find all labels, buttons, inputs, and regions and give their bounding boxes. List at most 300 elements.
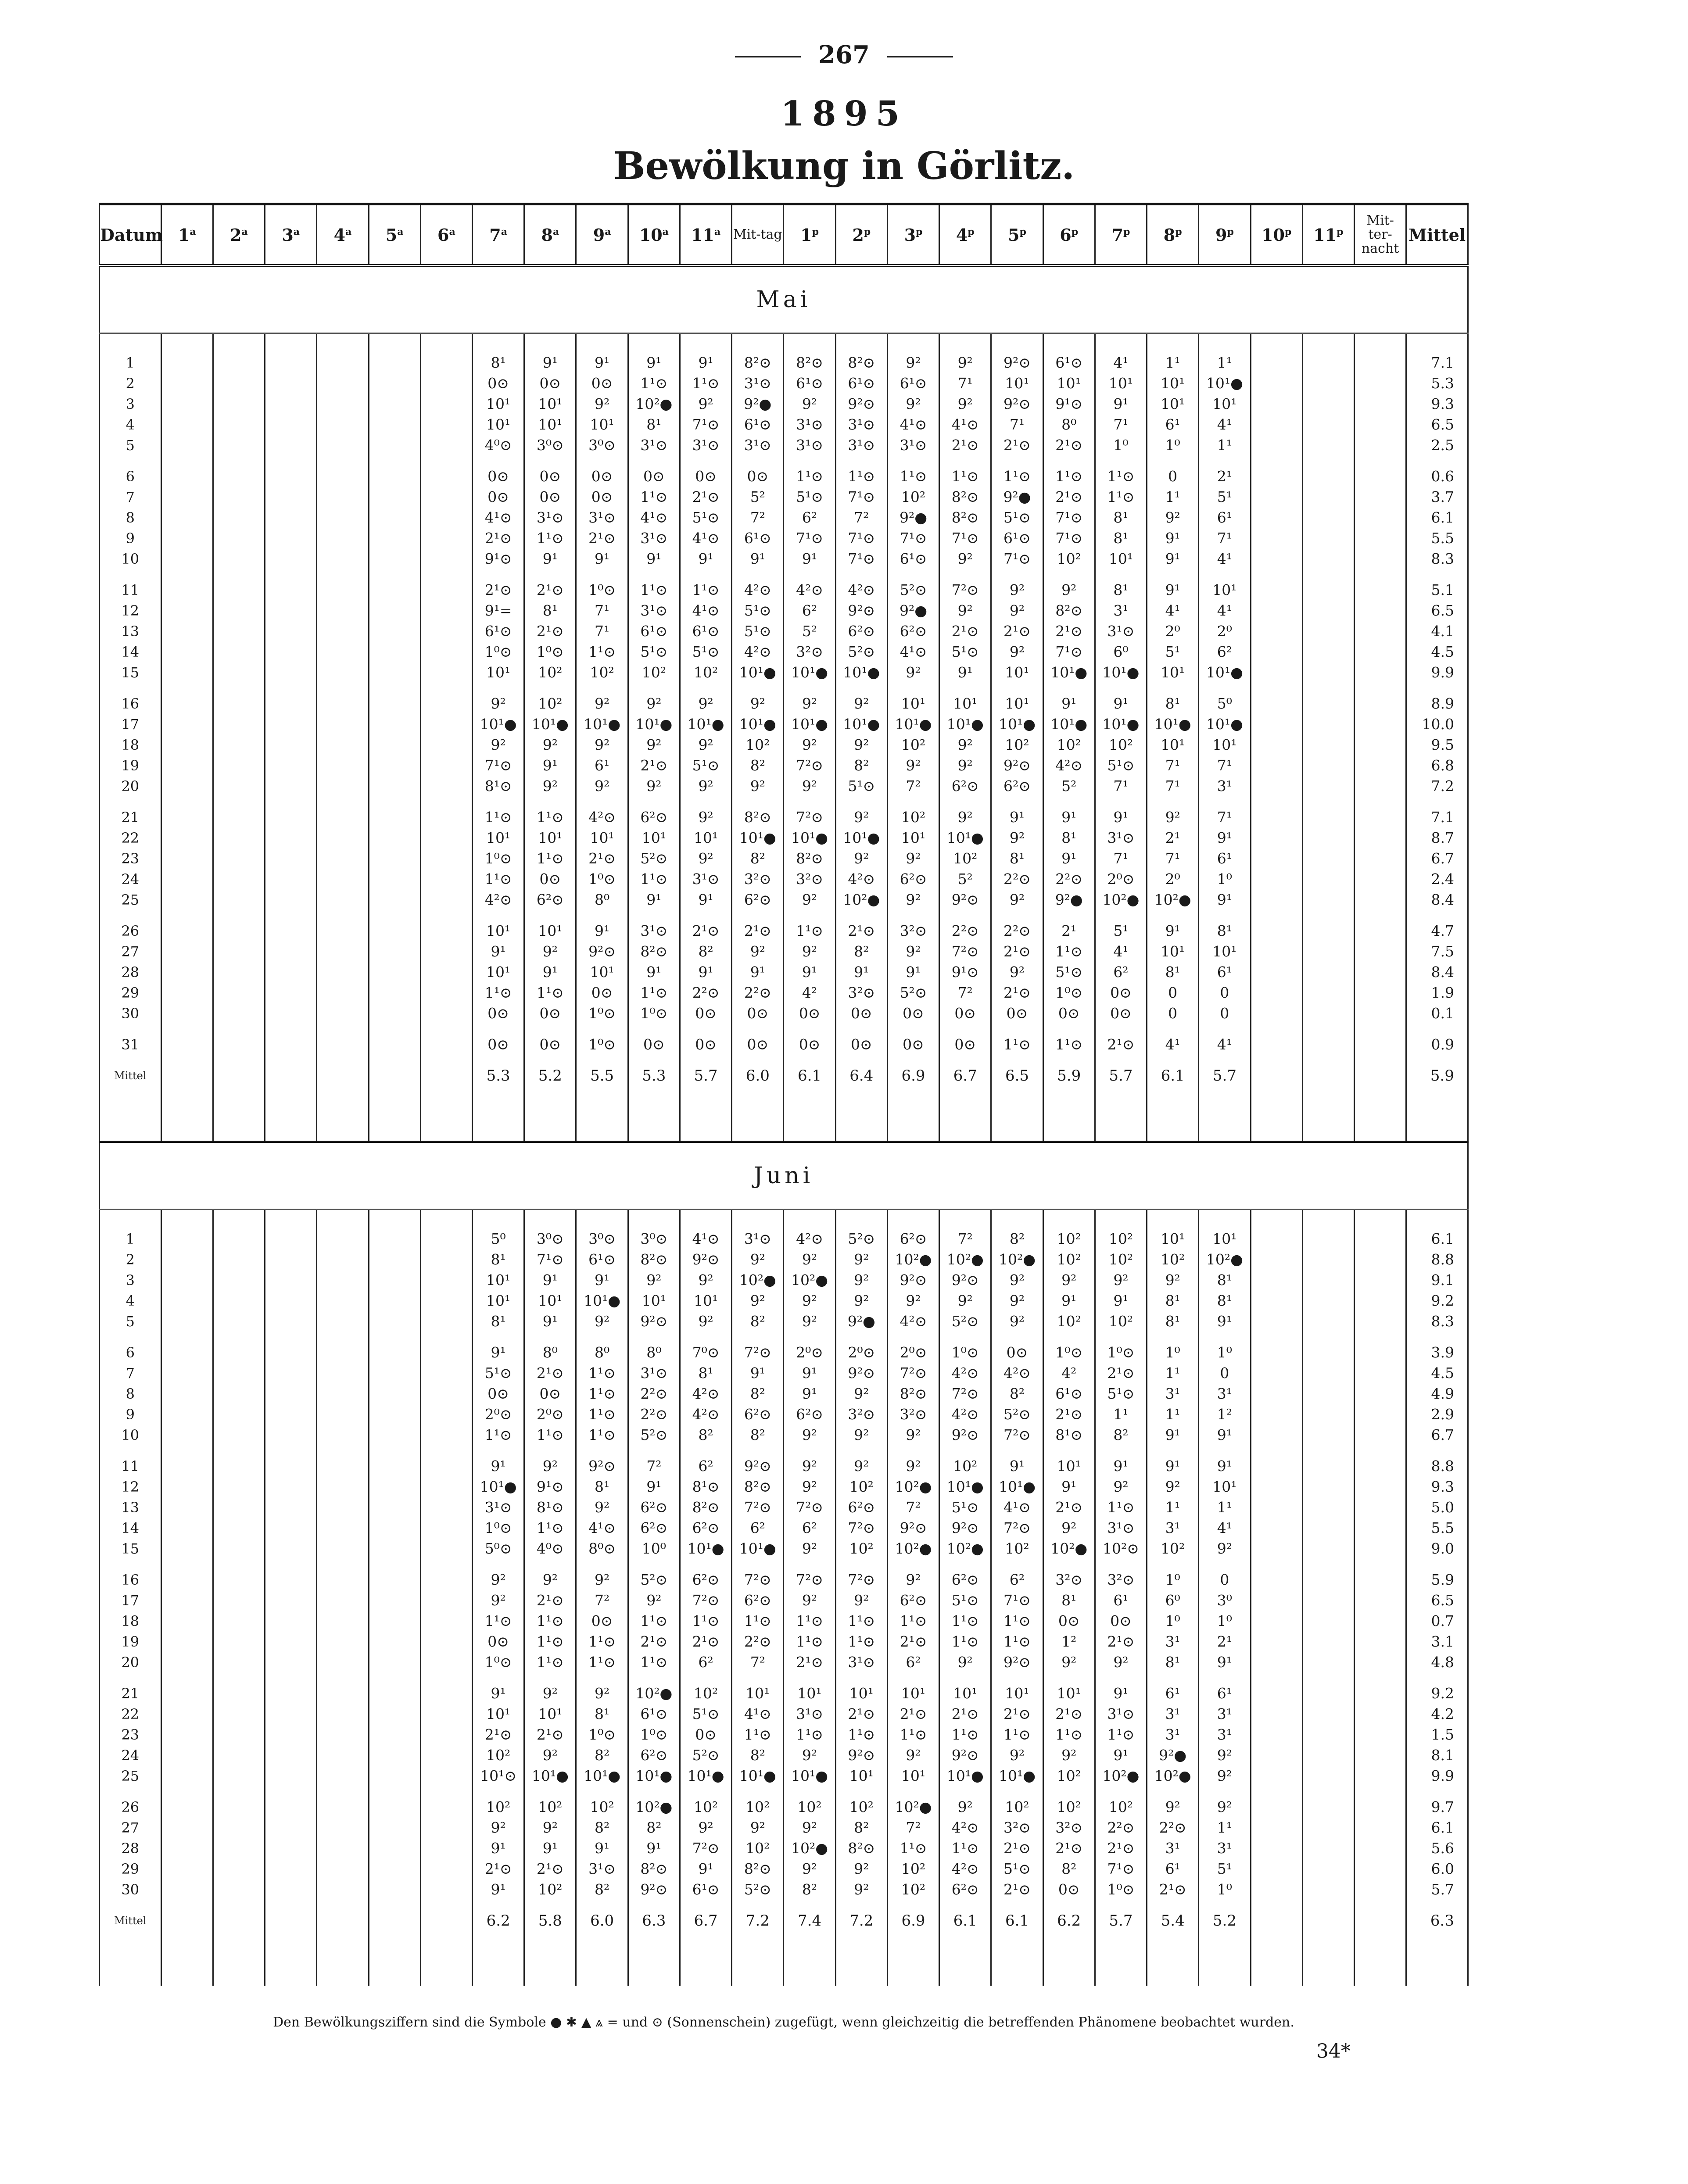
cloud-value-cell: 10¹ xyxy=(1199,1228,1251,1249)
empty-cell xyxy=(1355,1858,1406,1879)
cloud-value-cell: 10¹● xyxy=(732,662,784,683)
cloud-value-cell: 3¹⊙ xyxy=(1095,1704,1147,1724)
cloud-value-cell: 0⊙ xyxy=(473,466,524,487)
empty-cell xyxy=(991,569,1043,580)
empty-cell xyxy=(369,683,420,693)
empty-cell xyxy=(1251,807,1302,827)
date-cell: 18 xyxy=(100,1611,161,1631)
empty-cell xyxy=(1251,1003,1302,1024)
empty-cell xyxy=(1406,569,1468,580)
empty-cell xyxy=(265,1652,317,1672)
cloud-value-cell: 8² xyxy=(991,1228,1043,1249)
empty-cell xyxy=(473,683,524,693)
cloud-value-cell: 8⁰ xyxy=(1043,414,1095,435)
empty-cell xyxy=(1406,1942,1468,1986)
empty-cell xyxy=(213,641,265,662)
empty-cell xyxy=(369,848,420,869)
empty-cell xyxy=(317,941,369,962)
date-cell: 22 xyxy=(100,827,161,848)
date-cell: 1 xyxy=(100,1228,161,1249)
cloud-value-cell: 6²⊙ xyxy=(680,1518,731,1538)
daily-mean-cell: 6.7 xyxy=(1406,1425,1468,1445)
empty-cell xyxy=(628,1210,680,1229)
spacer-row xyxy=(100,1445,1468,1456)
cloud-value-cell: 1¹⊙ xyxy=(576,1383,628,1404)
empty-cell xyxy=(1355,807,1406,827)
cloud-value-cell: 10¹● xyxy=(939,827,991,848)
cloud-value-cell: 3¹⊙ xyxy=(524,507,576,528)
daily-mean-cell: 0.7 xyxy=(1406,1611,1468,1631)
empty-cell xyxy=(1302,1003,1354,1024)
empty-cell xyxy=(420,1476,472,1497)
empty-cell xyxy=(213,683,265,693)
empty-cell xyxy=(680,569,731,580)
cloud-value-cell: 0⊙ xyxy=(576,373,628,394)
cloud-value-cell: 9² xyxy=(784,1249,835,1270)
cloud-value-cell: 1⁰⊙ xyxy=(628,1003,680,1024)
empty-cell xyxy=(369,641,420,662)
empty-cell xyxy=(369,796,420,807)
empty-cell xyxy=(1095,1445,1147,1456)
cloud-value-cell: 8¹ xyxy=(991,848,1043,869)
empty-cell xyxy=(369,1569,420,1590)
table-row xyxy=(100,600,1468,621)
empty-cell xyxy=(939,1942,991,1986)
cloud-value-cell: 1¹⊙ xyxy=(1095,466,1147,487)
cloud-value-cell: 9¹ xyxy=(1095,1683,1147,1704)
empty-cell xyxy=(576,1332,628,1342)
cloud-value-cell: 2⁰ xyxy=(1147,621,1199,641)
empty-cell xyxy=(213,1942,265,1986)
cloud-value-cell: 9² xyxy=(835,1858,887,1879)
cloud-value-cell: 1¹⊙ xyxy=(732,1611,784,1631)
date-cell: 28 xyxy=(100,962,161,982)
empty-cell xyxy=(265,1704,317,1724)
cloud-value-cell: 1¹⊙ xyxy=(628,869,680,889)
cloud-value-cell: 3⁰⊙ xyxy=(524,1228,576,1249)
empty-cell xyxy=(576,1942,628,1986)
empty-cell xyxy=(369,734,420,755)
table-row xyxy=(100,641,1468,662)
empty-cell xyxy=(1355,796,1406,807)
empty-cell xyxy=(265,1817,317,1838)
cloud-value-cell: 2⁰⊙ xyxy=(524,1404,576,1425)
cloud-value-cell: 10¹ xyxy=(1147,662,1199,683)
cloud-value-cell: 9² xyxy=(784,1745,835,1765)
empty-cell xyxy=(265,528,317,548)
empty-cell xyxy=(524,1332,576,1342)
empty-cell xyxy=(1251,1383,1302,1404)
column-header-label: 11 xyxy=(691,225,714,245)
daily-mean-cell: 6.5 xyxy=(1406,1590,1468,1611)
date-cell: 12 xyxy=(100,1476,161,1497)
date-cell: 27 xyxy=(100,1817,161,1838)
empty-cell xyxy=(420,352,472,373)
empty-cell xyxy=(369,1456,420,1476)
empty-cell xyxy=(524,455,576,466)
cloud-value-cell: 5¹⊙ xyxy=(680,507,731,528)
empty-cell xyxy=(161,848,213,869)
cloud-value-cell: 4¹⊙ xyxy=(680,528,731,548)
cloud-value-cell: 6.1 xyxy=(939,1900,991,1942)
cloud-value-cell: 9² xyxy=(784,1817,835,1838)
cloud-value-cell: 3¹ xyxy=(1095,600,1147,621)
cloud-value-cell: 9² xyxy=(732,1290,784,1311)
date-cell: 25 xyxy=(100,889,161,910)
daily-mean-cell: 0.6 xyxy=(1406,466,1468,487)
cloud-value-cell: 1⁰⊙ xyxy=(576,1003,628,1024)
cloud-value-cell: 0⊙ xyxy=(524,1383,576,1404)
cloud-value-cell: 10¹ xyxy=(732,1683,784,1704)
cloud-value-cell: 8⁰ xyxy=(524,1342,576,1363)
empty-cell xyxy=(473,333,524,353)
empty-cell xyxy=(369,1097,420,1142)
cloud-value-cell: 5² xyxy=(732,487,784,507)
empty-cell xyxy=(369,1704,420,1724)
cloud-value-cell: 7²⊙ xyxy=(835,1569,887,1590)
empty-cell xyxy=(1355,548,1406,569)
cloud-value-cell: 10² xyxy=(1095,734,1147,755)
empty-cell xyxy=(1355,962,1406,982)
cloud-value-cell: 2¹⊙ xyxy=(680,1631,731,1652)
empty-cell xyxy=(213,962,265,982)
table-row xyxy=(100,1311,1468,1332)
cloud-value-cell: 6.9 xyxy=(887,1055,939,1097)
empty-cell xyxy=(887,333,939,353)
cloud-value-cell: 3¹⊙ xyxy=(732,435,784,455)
empty-cell xyxy=(1355,683,1406,693)
cloud-value-cell: 6.5 xyxy=(991,1055,1043,1097)
empty-cell xyxy=(1355,1097,1406,1142)
empty-cell xyxy=(420,1270,472,1290)
cloud-value-cell: 9²⊙ xyxy=(991,394,1043,414)
table-row xyxy=(100,487,1468,507)
column-header-suffix: p xyxy=(1175,226,1182,237)
cloud-value-cell: 9¹ xyxy=(1147,580,1199,600)
cloud-value-cell: 6² xyxy=(680,1456,731,1476)
empty-cell xyxy=(369,941,420,962)
empty-cell xyxy=(1251,1858,1302,1879)
empty-cell xyxy=(1147,1210,1199,1229)
daily-mean-cell: 9.9 xyxy=(1406,1765,1468,1786)
empty-cell xyxy=(369,1942,420,1986)
cloud-value-cell: 9² xyxy=(1043,1270,1095,1290)
cloud-value-cell: 9² xyxy=(784,734,835,755)
cloud-value-cell: 6¹ xyxy=(576,755,628,776)
cloud-value-cell: 9² xyxy=(1199,1797,1251,1817)
table-row xyxy=(100,1797,1468,1817)
empty-cell xyxy=(576,455,628,466)
empty-cell xyxy=(213,910,265,920)
empty-cell xyxy=(1302,1363,1354,1383)
column-header-suffix: p xyxy=(1071,226,1079,237)
empty-cell xyxy=(213,662,265,683)
cloud-value-cell: 2¹⊙ xyxy=(524,1858,576,1879)
empty-cell xyxy=(369,1383,420,1404)
cloud-value-cell: 3¹⊙ xyxy=(835,435,887,455)
cloud-value-cell: 9² xyxy=(576,776,628,796)
empty-cell xyxy=(265,1724,317,1745)
empty-cell xyxy=(161,1034,213,1055)
cloud-value-cell: 2¹⊙ xyxy=(576,528,628,548)
cloud-value-cell: 2¹⊙ xyxy=(887,1631,939,1652)
empty-cell xyxy=(161,1363,213,1383)
cloud-value-cell: 9² xyxy=(887,848,939,869)
spacer-row xyxy=(100,1942,1468,1986)
column-header xyxy=(265,204,317,265)
cloud-value-cell: 10² xyxy=(1095,1311,1147,1332)
cloud-value-cell: 9² xyxy=(784,394,835,414)
empty-cell xyxy=(161,662,213,683)
empty-cell xyxy=(1251,1786,1302,1797)
cloud-value-cell: 7²⊙ xyxy=(784,1497,835,1518)
empty-cell xyxy=(1251,869,1302,889)
cloud-value-cell: 7¹⊙ xyxy=(784,528,835,548)
cloud-value-cell: 9¹ xyxy=(473,941,524,962)
empty-cell xyxy=(939,333,991,353)
cloud-value-cell: 9¹ xyxy=(473,1838,524,1858)
cloud-value-cell: 1¹⊙ xyxy=(576,1425,628,1445)
cloud-value-cell: 9² xyxy=(680,1270,731,1290)
cloud-value-cell: 3²⊙ xyxy=(1043,1817,1095,1838)
cloud-value-cell: 9¹⊙ xyxy=(1043,394,1095,414)
empty-cell xyxy=(1251,910,1302,920)
empty-cell xyxy=(213,1342,265,1363)
cloud-value-cell: 9² xyxy=(887,889,939,910)
empty-cell xyxy=(317,1404,369,1425)
cloud-value-cell: 9¹ xyxy=(628,548,680,569)
empty-cell xyxy=(1043,1445,1095,1456)
cloud-value-cell: 3¹ xyxy=(1147,1383,1199,1404)
cloud-value-cell: 9² xyxy=(939,1290,991,1311)
column-header-suffix: p xyxy=(1019,226,1026,237)
cloud-value-cell: 8¹⊙ xyxy=(524,1497,576,1518)
cloud-value-cell: 1¹⊙ xyxy=(628,982,680,1003)
cloud-value-cell: 1¹⊙ xyxy=(1095,487,1147,507)
cloud-value-cell: 2¹⊙ xyxy=(1095,1363,1147,1383)
cloud-value-cell: 5¹⊙ xyxy=(680,1704,731,1724)
cloud-value-cell: 1¹⊙ xyxy=(991,1034,1043,1055)
cloud-value-cell: 2²⊙ xyxy=(732,982,784,1003)
empty-cell xyxy=(369,569,420,580)
cloud-value-cell: 9¹ xyxy=(576,920,628,941)
page-number: 267 xyxy=(818,40,870,69)
cloud-value-cell: 9² xyxy=(576,693,628,714)
cloud-value-cell: 0⊙ xyxy=(887,1003,939,1024)
cloud-value-cell: 9² xyxy=(576,394,628,414)
empty-cell xyxy=(213,1652,265,1672)
empty-cell xyxy=(732,910,784,920)
date-cell: 10 xyxy=(100,1425,161,1445)
empty-cell xyxy=(1147,1786,1199,1797)
cloud-value-cell: 9¹ xyxy=(1095,394,1147,414)
cloud-value-cell: 7¹ xyxy=(1147,848,1199,869)
cloud-value-cell: 0⊙ xyxy=(1095,982,1147,1003)
table-row xyxy=(100,920,1468,941)
column-header-suffix: p xyxy=(1337,226,1344,237)
empty-cell xyxy=(420,1879,472,1900)
empty-cell xyxy=(1251,1797,1302,1817)
empty-cell xyxy=(420,869,472,889)
empty-cell xyxy=(1355,1404,1406,1425)
empty-cell xyxy=(265,1363,317,1383)
daily-mean-cell: 9.9 xyxy=(1406,662,1468,683)
cloud-value-cell: 6²⊙ xyxy=(991,776,1043,796)
cloud-value-cell: 10² xyxy=(1095,1797,1147,1817)
empty-cell xyxy=(473,796,524,807)
empty-cell xyxy=(1251,373,1302,394)
empty-cell xyxy=(1251,889,1302,910)
empty-cell xyxy=(473,1559,524,1569)
empty-cell xyxy=(265,1270,317,1290)
cloud-value-cell: 9²⊙ xyxy=(835,600,887,621)
empty-cell xyxy=(317,693,369,714)
table-row xyxy=(100,1456,1468,1476)
column-header xyxy=(991,204,1043,265)
cloud-value-cell: 9² xyxy=(732,1249,784,1270)
cloud-value-cell: 10¹● xyxy=(1199,662,1251,683)
empty-cell xyxy=(1355,1290,1406,1311)
cloud-value-cell: 8¹ xyxy=(1199,1290,1251,1311)
cloud-value-cell: 1¹⊙ xyxy=(524,807,576,827)
cloud-value-cell: 6¹⊙ xyxy=(732,414,784,435)
cloud-value-cell: 10¹ xyxy=(524,414,576,435)
daily-mean-cell: 0.1 xyxy=(1406,1003,1468,1024)
cloud-value-cell: 9¹ xyxy=(1043,1290,1095,1311)
empty-cell xyxy=(420,755,472,776)
table-row xyxy=(100,714,1468,734)
daily-mean-cell: 5.0 xyxy=(1406,1497,1468,1518)
cloud-value-cell: 9² xyxy=(887,1745,939,1765)
daily-mean-cell: 6.0 xyxy=(1406,1858,1468,1879)
cloud-value-cell: 6¹ xyxy=(1199,962,1251,982)
empty-cell xyxy=(1355,1270,1406,1290)
cloud-value-cell: 9¹ xyxy=(991,807,1043,827)
empty-cell xyxy=(317,807,369,827)
cloud-value-cell: 1⁰⊙ xyxy=(1095,1879,1147,1900)
empty-cell xyxy=(1199,1097,1251,1142)
empty-cell xyxy=(939,796,991,807)
column-header-label: 7 xyxy=(489,225,501,245)
empty-cell xyxy=(265,352,317,373)
empty-cell xyxy=(369,487,420,507)
cloud-value-cell: 9² xyxy=(784,1425,835,1445)
empty-cell xyxy=(161,1765,213,1786)
daily-mean-cell: 8.4 xyxy=(1406,962,1468,982)
date-cell: 21 xyxy=(100,1683,161,1704)
empty-cell xyxy=(524,1942,576,1986)
empty-cell xyxy=(835,1942,887,1986)
empty-cell xyxy=(628,1942,680,1986)
empty-cell xyxy=(1355,889,1406,910)
table-row xyxy=(100,941,1468,962)
empty-cell xyxy=(939,1024,991,1034)
empty-cell xyxy=(213,1425,265,1445)
cloud-value-cell: 4¹ xyxy=(1199,600,1251,621)
empty-cell xyxy=(161,1497,213,1518)
cloud-value-cell: 10¹ xyxy=(473,827,524,848)
cloud-value-cell: 5²⊙ xyxy=(939,1311,991,1332)
empty-cell xyxy=(1355,1476,1406,1497)
cloud-value-cell: 6²⊙ xyxy=(732,889,784,910)
cloud-value-cell: 1¹⊙ xyxy=(784,920,835,941)
cloud-value-cell: 7¹ xyxy=(1199,528,1251,548)
empty-cell xyxy=(991,1786,1043,1797)
cloud-value-cell: 3²⊙ xyxy=(1095,1569,1147,1590)
daily-mean-cell: 8.3 xyxy=(1406,548,1468,569)
daily-mean-cell: 8.1 xyxy=(1406,1745,1468,1765)
cloud-value-cell: 1¹⊙ xyxy=(887,1724,939,1745)
cloud-value-cell: 8² xyxy=(732,848,784,869)
cloud-value-cell: 3¹ xyxy=(1199,1838,1251,1858)
table-row xyxy=(100,621,1468,641)
empty-cell xyxy=(420,1383,472,1404)
cloud-value-cell: 8² xyxy=(576,1745,628,1765)
empty-cell xyxy=(1251,1838,1302,1858)
sheet-signature-mark: 34* xyxy=(1316,2040,1351,2062)
column-header-label: 1 xyxy=(800,225,812,245)
empty-cell xyxy=(161,1652,213,1672)
cloud-value-cell: 9² xyxy=(991,1270,1043,1290)
empty-cell xyxy=(265,455,317,466)
cloud-value-cell: 6¹ xyxy=(1199,848,1251,869)
daily-mean-cell: 2.9 xyxy=(1406,1404,1468,1425)
cloud-value-cell: 0⊙ xyxy=(576,487,628,507)
empty-cell xyxy=(420,982,472,1003)
cloud-value-cell: 9² xyxy=(784,1476,835,1497)
daily-mean-cell: 9.2 xyxy=(1406,1683,1468,1704)
empty-cell xyxy=(213,776,265,796)
cloud-value-cell: 1⁰⊙ xyxy=(576,1724,628,1745)
empty-cell xyxy=(265,1445,317,1456)
cloud-value-cell: 2²⊙ xyxy=(939,920,991,941)
empty-cell xyxy=(1355,662,1406,683)
empty-cell xyxy=(835,333,887,353)
cloud-value-cell: 8⁰ xyxy=(576,889,628,910)
empty-cell xyxy=(1355,1631,1406,1652)
cloud-value-cell: 9² xyxy=(939,394,991,414)
cloud-value-cell: 10² xyxy=(524,662,576,683)
empty-cell xyxy=(161,683,213,693)
cloud-value-cell: 4¹⊙ xyxy=(991,1497,1043,1518)
empty-cell xyxy=(161,1249,213,1270)
empty-cell xyxy=(265,1631,317,1652)
empty-cell xyxy=(100,796,161,807)
table-row xyxy=(100,1270,1468,1290)
cloud-value-cell: 0⊙ xyxy=(680,466,731,487)
cloud-value-cell: 8² xyxy=(628,1817,680,1838)
cloud-value-cell: 2¹⊙ xyxy=(524,621,576,641)
empty-cell xyxy=(317,1765,369,1786)
cloud-value-cell: 9²⊙ xyxy=(991,755,1043,776)
empty-cell xyxy=(1199,796,1251,807)
cloud-value-cell: 9² xyxy=(887,662,939,683)
empty-cell xyxy=(1302,941,1354,962)
cloud-value-cell: 0⊙ xyxy=(473,487,524,507)
column-header xyxy=(680,204,731,265)
cloud-value-cell: 3¹ xyxy=(1199,1383,1251,1404)
cloud-value-cell: 6.1 xyxy=(1147,1055,1199,1097)
cloud-value-cell: 10¹● xyxy=(1199,373,1251,394)
empty-cell xyxy=(369,580,420,600)
cloud-value-cell: 1¹ xyxy=(1147,1404,1199,1425)
cloud-value-cell: 10¹ xyxy=(628,1290,680,1311)
empty-cell xyxy=(317,1900,369,1942)
cloud-value-cell: 9² xyxy=(524,734,576,755)
date-cell: 31 xyxy=(100,1034,161,1055)
empty-cell xyxy=(1302,1942,1354,1986)
cloud-value-cell: 9¹ xyxy=(784,1383,835,1404)
